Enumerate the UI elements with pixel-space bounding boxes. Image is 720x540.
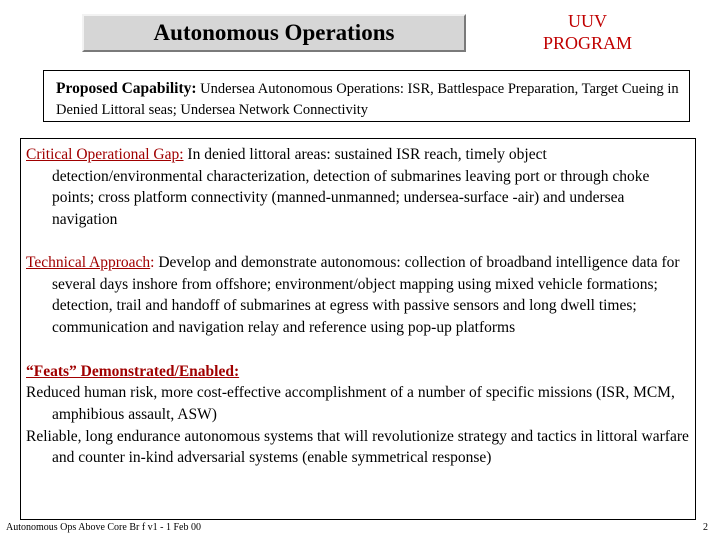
main-content-box bbox=[20, 138, 696, 520]
gap-text: In denied littoral areas: sustained ISR reach, timely object detection/environmental characterization, detection of submarines leaving port or through choke points; cross platform connectivity (manned-unmanned; undersea-surface -air) and undersea navigation bbox=[52, 146, 650, 229]
program-line-1: UUV bbox=[568, 11, 607, 31]
technical-text: Develop and demonstrate autonomous: collection of broadband intelligence data for several days inshore from offshore; environment/object mapping using mixed vehicle formations; detection, trail and handoff of submarines at egress with passive sensors and long dwell times; communication and navigation relay and reference using pop-up platforms bbox=[52, 253, 680, 336]
feats-item-1: Reduced human risk, more cost-effective accomplishment of a number of specific missions (ISR, MCM, amphibious assault, ASW) bbox=[26, 384, 675, 424]
page-number: 2 bbox=[703, 522, 708, 533]
capability-box bbox=[43, 70, 690, 122]
capability-text: Undersea Autonomous Operations: ISR, Battlespace Preparation, Target Cueing in Denied Littoral seas; Undersea Network Connectivity bbox=[56, 81, 679, 118]
program-line-2: PROGRAM bbox=[542, 33, 633, 53]
feats-section bbox=[26, 361, 689, 470]
footer-text: Autonomous Ops Above Core Br f v1 - 1 Feb 00 bbox=[6, 522, 201, 533]
title-box bbox=[82, 14, 466, 52]
capability-label: Proposed Capability: bbox=[56, 80, 197, 97]
gap-label: Critical Operational Gap: bbox=[26, 146, 184, 163]
feats-label: “Feats” Demonstrated/Enabled: bbox=[26, 362, 240, 380]
feats-item-2: Reliable, long endurance autonomous systems that will revolutionize strategy and tactics in littoral warfare and counter in-kind adversarial systems (enable symmetrical response) bbox=[26, 427, 689, 467]
program-label bbox=[525, 10, 650, 54]
gap-section bbox=[26, 144, 689, 231]
technical-label: Technical Approach bbox=[26, 253, 151, 271]
technical-colon: : bbox=[150, 253, 155, 271]
technical-section bbox=[26, 252, 689, 339]
page-title: Autonomous Operations bbox=[153, 20, 395, 45]
